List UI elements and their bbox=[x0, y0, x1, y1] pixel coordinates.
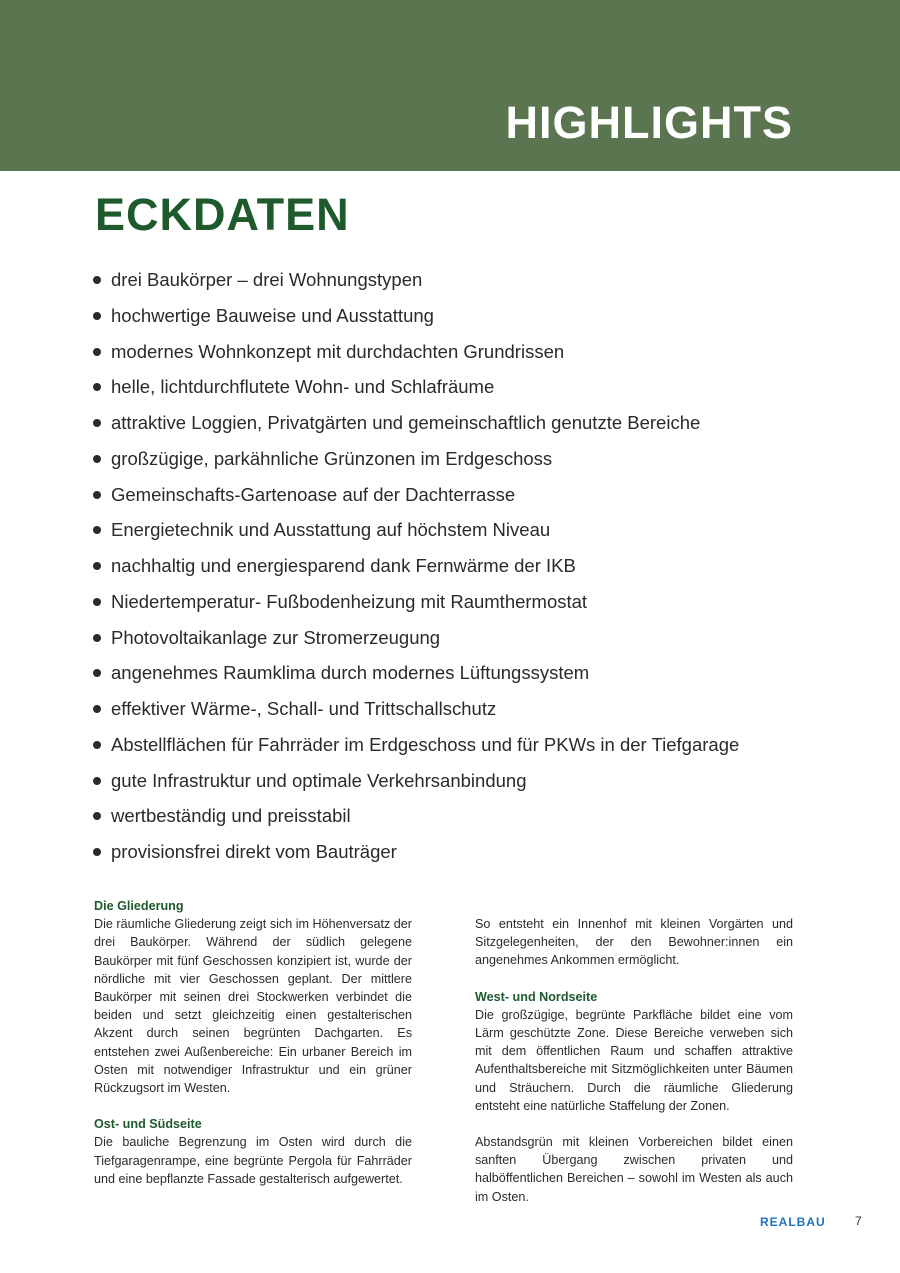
subheading-gliederung: Die Gliederung bbox=[94, 899, 184, 913]
list-item bbox=[93, 763, 853, 799]
paragraph-gliederung: Die räumliche Gliederung zeigt sich im Höhenversatz der drei Baukörper. Während der südlich gelegene Baukörper mit fünf Geschossen konzipiert ist, wurde der nördliche mit vier Geschossen geplant. Der mittlere Baukörper mit seinen drei Stockwerken verbindet die beiden und setzt gleichzeitig einen gestalterischen Akzent durch seinen begrünten Dachgarten. Es entstehen zwei Außenbereiche: Ein urbaner Bereich im Osten mit notwendiger Infrastruktur und ein grüner Rückzugsort im Westen. bbox=[94, 917, 412, 1096]
bullet-icon bbox=[93, 669, 101, 677]
bullet-icon bbox=[93, 741, 101, 749]
list-item-text: provisionsfrei direkt vom Bauträger bbox=[111, 841, 397, 862]
paragraph-ost-sued: Die bauliche Begrenzung im Osten wird durch die Tiefgaragenrampe, eine begrünte Pergola für Fahrräder und eine bepflanzte Fassade gestalterisch aufgewertet. bbox=[94, 1135, 412, 1186]
bullet-icon bbox=[93, 598, 101, 606]
text-column-left bbox=[94, 897, 412, 1188]
list-item-text: Photovoltaikanlage zur Stromerzeugung bbox=[111, 626, 441, 648]
list-item-text: effektiver Wärme-, Schall- und Trittschallschutz bbox=[111, 698, 497, 719]
list-item-text: Gemeinschafts-Gartenoase auf der Dachterrasse bbox=[111, 483, 516, 505]
list-item bbox=[93, 441, 853, 477]
subheading-west-nord: West- und Nordseite bbox=[475, 989, 598, 1004]
page-title: HIGHLIGHTS bbox=[505, 97, 793, 148]
list-item-text: Niedertemperatur- Fußbodenheizung mit Raumthermostat bbox=[111, 590, 588, 612]
subheading-ost-sued: Ost- und Südseite bbox=[94, 1117, 202, 1132]
bullet-icon bbox=[93, 634, 101, 642]
list-item bbox=[93, 512, 853, 548]
bullet-icon bbox=[93, 777, 101, 785]
list-item-text: hochwertige Bauweise und Ausstattung bbox=[111, 304, 434, 326]
paragraph-innenhof: So entsteht ein Innenhof mit kleinen Vorgärten und Sitzgelegenheiten, der den Bewohner:innen ein angenehmes Ankommen ermöglicht. bbox=[475, 917, 793, 968]
page-number: 7 bbox=[855, 1214, 862, 1228]
bullet-icon bbox=[93, 705, 101, 713]
bullet-icon bbox=[93, 276, 101, 284]
header-banner bbox=[0, 0, 900, 171]
list-item bbox=[93, 548, 853, 584]
list-item bbox=[93, 405, 853, 441]
list-item-text: angenehmes Raumklima durch modernes Lüftungssystem bbox=[111, 662, 590, 684]
list-item-text: nachhaltig und energiesparend dank Fernwärme der IKB bbox=[111, 555, 576, 576]
list-item bbox=[93, 798, 853, 834]
list-item-text: Abstellflächen für Fahrräder im Erdgeschoss und für PKWs in der Tiefgarage bbox=[111, 733, 740, 755]
list-item bbox=[93, 834, 853, 870]
section-title: ECKDATEN bbox=[95, 189, 350, 240]
bullet-icon bbox=[93, 383, 101, 391]
list-item bbox=[93, 262, 853, 298]
paragraph-abstandsgruen: Abstandsgrün mit kleinen Vorbereichen bildet einen sanften Übergang zwischen privaten und halböffentlichen Bereichen – sowohl im Westen als auch im Osten. bbox=[475, 1135, 793, 1204]
list-item bbox=[93, 727, 853, 763]
list-item-text: drei Baukörper – drei Wohnungstypen bbox=[111, 269, 423, 290]
text-column-right bbox=[475, 915, 793, 1206]
paragraph-west-nord: Die großzügige, begrünte Parkfläche bildet eine vom Lärm geschützte Zone. Diese Bereiche verweben sich mit dem öffentlichen Raum und schaffen attraktive Aufenthaltsbereiche mit Sitzmöglichkeiten unter Bäumen und Sträuchern. Durch die räumliche Gliederung entsteht eine natürliche Staffelung der Zonen. bbox=[475, 1007, 793, 1113]
bullet-icon bbox=[93, 562, 101, 570]
list-item-text: gute Infrastruktur und optimale Verkehrsanbindung bbox=[111, 769, 527, 791]
list-item bbox=[93, 620, 853, 656]
bullet-icon bbox=[93, 312, 101, 320]
bullet-icon bbox=[93, 348, 101, 356]
list-item-text: wertbeständig und preisstabil bbox=[111, 805, 351, 827]
list-item-text: helle, lichtdurchflutete Wohn- und Schlafräume bbox=[111, 376, 495, 398]
list-item-text: großzügige, parkähnliche Grünzonen im Erdgeschoss bbox=[111, 447, 553, 469]
bullet-icon bbox=[93, 455, 101, 463]
list-item bbox=[93, 298, 853, 334]
list-item bbox=[93, 584, 853, 620]
bullet-icon bbox=[93, 419, 101, 427]
highlights-list bbox=[93, 262, 853, 870]
list-item bbox=[93, 334, 853, 370]
bullet-icon bbox=[93, 526, 101, 534]
brand-logo: REALBAU bbox=[760, 1215, 826, 1229]
list-item bbox=[93, 691, 853, 727]
bullet-icon bbox=[93, 812, 101, 820]
list-item bbox=[93, 655, 853, 691]
bullet-icon bbox=[93, 491, 101, 499]
list-item-text: modernes Wohnkonzept mit durchdachten Grundrissen bbox=[111, 340, 565, 362]
list-item bbox=[93, 477, 853, 513]
list-item-text: attraktive Loggien, Privatgärten und gemeinschaftlich genutzte Bereiche bbox=[111, 412, 701, 433]
bullet-icon bbox=[93, 848, 101, 856]
list-item-text: Energietechnik und Ausstattung auf höchstem Niveau bbox=[111, 519, 551, 541]
list-item bbox=[93, 369, 853, 405]
